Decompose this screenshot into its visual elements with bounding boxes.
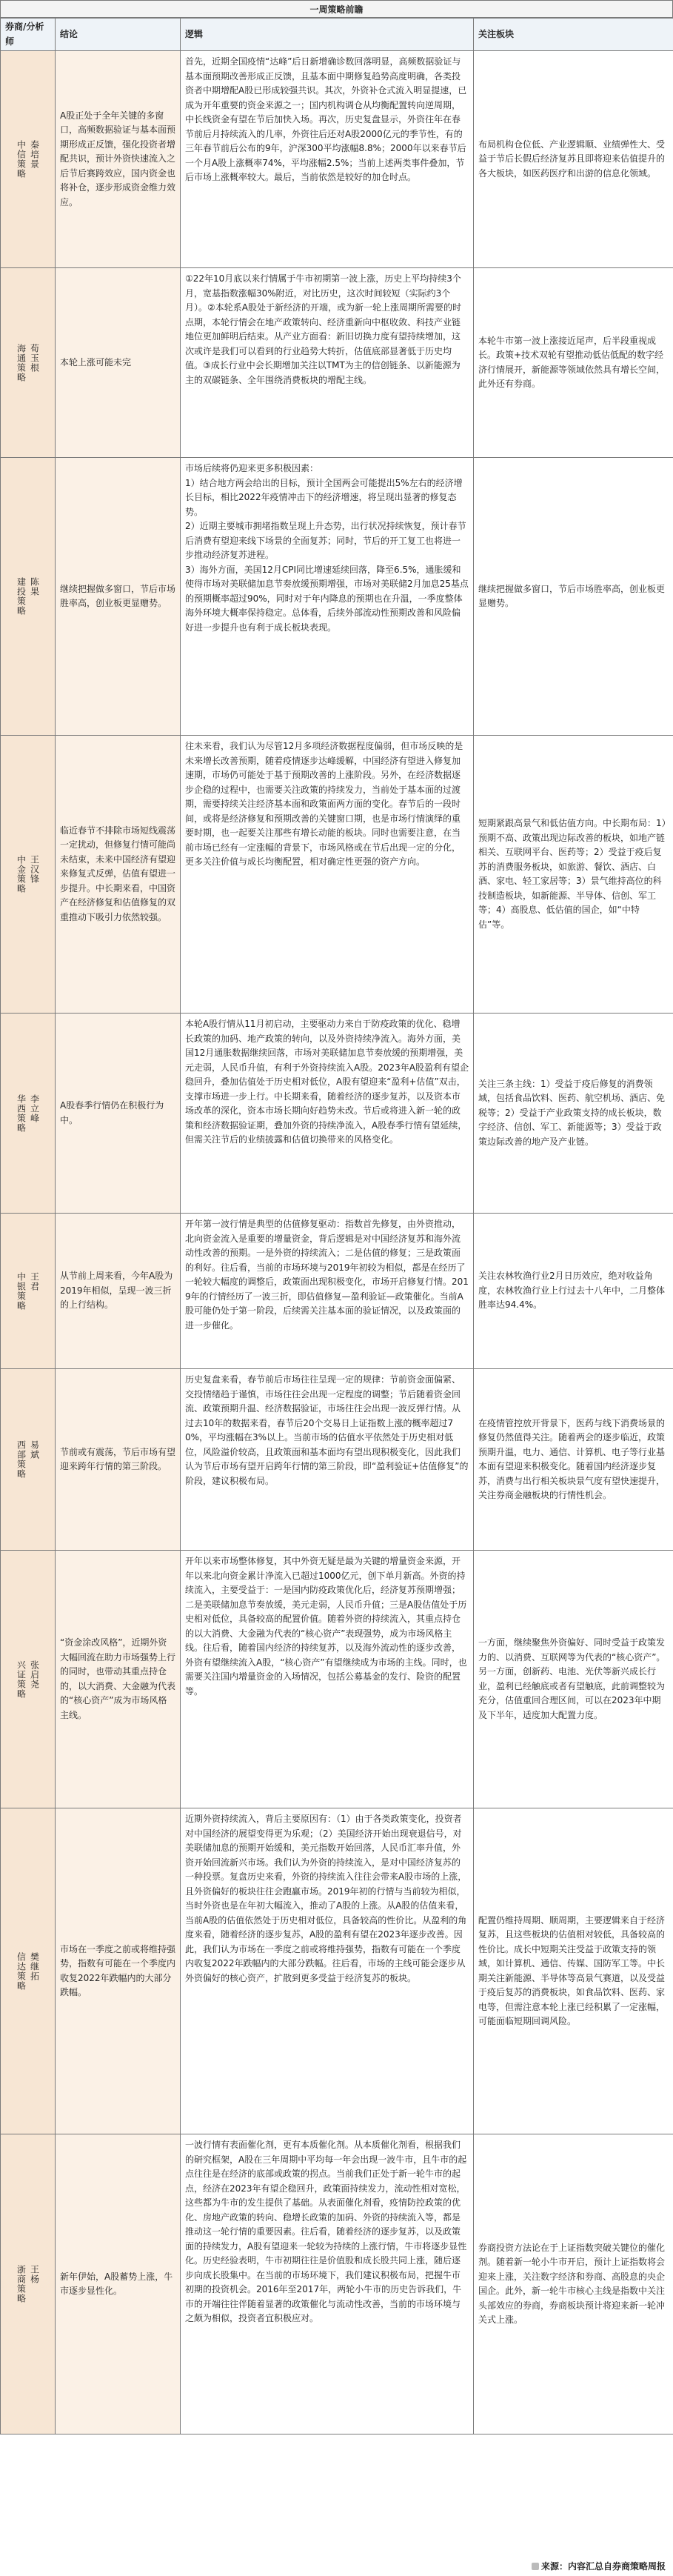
conclusion-cell: “资金涂改风格”，近期外资大幅回流在助力市场强势上行的同时，也带动其重点持仓的，以大消费、大金融为代表的“核心资产”成为市场风格主线。 bbox=[56, 1551, 181, 1808]
analyst-name: 易斌 bbox=[29, 1440, 40, 1460]
logic-cell: 历史复盘来看，春节前后市场往往呈现一定的规律：节前资金面偏紧、交投情绪趋于谨慎，市场往往会出现一定程度的调整；节后随着资金回流、政策预期升温、经济数据验证，市场往往会出现一波反弹行情。从过去10年的数据来看，春节后20个交易日上证指数上涨的概率超过70%，平均涨幅在3%以上。当前市场的估值水平依然处于历史相对低位，风险溢价较高，且政策面和基本面均有望出现积极变化，因此我们认为节后市场有望开启跨年行情的第三阶段，即“盈利验证+估值修复”的阶段，建议积极布局。 bbox=[181, 1369, 474, 1551]
analyst-name: 樊继拓 bbox=[29, 1951, 40, 1981]
focus-cell: 一方面，继续聚焦外资偏好、同时受益于政策发力的、以消费、互联网等为代表的“核心资产”。另一方面，创新药、电池、光伏等新兴成长行业，盈利已经触底或者有望触底，此前调整较为充分，估值重回合理区间，可以在2023年中期及下半年，适度加大配置力度。 bbox=[474, 1551, 673, 1808]
logic-cell: 往未来看，我们认为尽管12月多项经济数据程度偏弱，但市场反映的是未来增长改善预期，随着疫情逐步达峰缓解，中国经济有望进入修复加速期，市场仍可能处于基于预期改善的上涨阶段。另外，在经济数据逐步企稳的过程中，也需要关注政策的持续发力，当前处于基本面的过渡期，需要持续关注经济基本面和政策面两方面的变化。春节后的一段时间，或将是经济修复和预期改善的关键窗口期，也是市场行情演绎的重要时期，也一起要关注那些有增长动能的板块。同时也需要注意，在当前市场已经有一定涨幅的背景下，市场风格或在节后出现一定的分化，更多关注价值与成长均衡配置，相对确定性更强的资产方向。 bbox=[181, 736, 474, 1014]
analyst-name: 王杨 bbox=[29, 2265, 40, 2284]
analyst-name: 陈果 bbox=[29, 577, 40, 596]
broker-name: 中信策略 bbox=[16, 140, 27, 179]
logic-cell: 开年以来市场整体修复，其中外资无疑是最为关键的增量资金来源，开年以来北向资金累计净流入已超过1000亿元，创下单月新高。外资的持续流入，主要受益于：一是国内防疫政策优化后，经济复苏预期增强；二是美联储加息节奏放缓，美元走弱，人民币升值；三是A股估值处于历史相对低位，具备较高的配置价值。随着外资的持续流入，其重点持仓的以大消费、大金融为代表的“核心资产”表现强势，成为市场风格主线。往后看，随着国内经济的持续复苏，以及海外流动性的逐步改善，外资有望继续流入A股，“核心资产”有望继续成为市场的主线。同时，也需要关注国内增量资金的入场情况，包括公募基金的发行、险资的配置等。 bbox=[181, 1551, 474, 1808]
broker-name: 浙商策略 bbox=[16, 2265, 27, 2303]
logic-cell: ①22年10月底以来行情属于牛市初期第一波上涨，历史上平均持续3个月，宽基指数涨幅30%附近，对比历史，这次时间较短（实际约3个月）。②本轮系A股处于新经济的开端，或为新一轮上涨周期所需要的时点期，本轮行情会在地产政策转向、经济重新向中枢收敛、科技产业链地位更加鲜明后结束。从产业方面看：新旧切换力度有望持续增加，这次或许是我们可以看到的行业趋势大转折，估值底部显著低于历史均值。③成长行业中会长期增加关注以TMT为主的信创链条、以新能源为主的双碳链条、全年围绕消费板块的增配主线。 bbox=[181, 268, 474, 458]
analyst-name: 王汉锋 bbox=[29, 855, 40, 884]
table-row bbox=[1, 1214, 673, 1369]
focus-cell: 本轮牛市第一波上涨接近尾声，后半段重视成长。政策+技术双轮有望推动低估低配的数字经济行情展开，新能源等领域依然具有增长空间，此外还有券商。 bbox=[474, 268, 673, 458]
header-logic: 逻辑 bbox=[181, 19, 474, 51]
broker-name: 西部策略 bbox=[16, 1440, 27, 1479]
analyst-name: 王君 bbox=[29, 1271, 40, 1291]
table-row bbox=[1, 1808, 673, 2134]
header-row bbox=[1, 19, 673, 51]
conclusion-cell: 从节前上周来看，今年A股为2019年相似，呈现一波三折的上行结构。 bbox=[56, 1214, 181, 1369]
broker-name: 信达策略 bbox=[16, 1951, 27, 1991]
strategy-table bbox=[0, 18, 673, 2434]
logic-cell: 市场后续将仍迎来更多积极因素： 1）结合地方两会给出的目标，预计全国两会可能提出5%左右的经济增长目标，相比2022年疫情冲击下的经济增速，将呈现出显著的修复态势。 2）近期主要城市拥堵指数呈现上升态势，出行状况持续恢复，预计春节后消费有望迎来线下场景的全面复苏；同时，节后的开工复工也将进一步推动经济复苏进程。 3）海外方面，美国12月CPI同比增速延续回落，降至6.5%，通胀缓和使得市场对美联储加息节奏放缓预期增强，市场对美联储2月加息25基点的预期概率超过90%，同时对于年内降息的预期也在升温，一季度整体海外环境大概率保持稳定。总体看，后续外部流动性预期改善和风险偏好进一步提升也有利于成长板块表现。 bbox=[181, 458, 474, 736]
focus-cell: 在疫情管控放开背景下，医药与线下消费场景的修复仍然值得关注。随着两会的逐步临近，政策预期升温，电力、通信、计算机、电子等行业基本面有望迎来积极变化。随着国内经济逐步复苏，消费与出行相关板块景气度有望快速提升，关注券商金融板块的行情性机会。 bbox=[474, 1369, 673, 1551]
header-org: 券商/分析师 bbox=[1, 19, 56, 51]
logic-cell: 本轮A股行情从11月初启动，主要驱动力来自于防疫政策的优化、稳增长政策的加码、地产政策的转向，以及外资持续净流入。海外方面，美国12月通胀数据继续回落，市场对美联储加息节奏放缓的预期增强，美元走弱，人民币升值，有利于外资持续流入A股。2023年A股盈利有望企稳回升，叠加估值处于历史相对低位，A股有望迎来“盈利+估值”双击，支撑市场进一步上行。中长期来看，随着经济的逐步复苏，以及资本市场改革的深化，资本市场长期向好趋势未改。节后或将进入新一轮的政策和经济数据验证期，叠加外资的持续净流入，A股春季行情有望延续，但需关注节后的业绩披露和估值切换带来的风格变化。 bbox=[181, 1014, 474, 1214]
broker-name: 中银策略 bbox=[16, 1271, 27, 1311]
focus-cell: 短期紧跟高景气和低估值方向。中长期布局：1）预期不高、政策出现边际改善的板块，如地产链相关、互联网平台、医药等；2）受益于疫后复苏的消费服务板块，如旅游、餐饮、酒店、白酒、家电、轻工家居等；3）景气维持高位的科技制造板块，如新能源、半导体、信创、军工等；4）高股息、低估值的国企，如“中特估”等。 bbox=[474, 736, 673, 1014]
broker-name: 建投策略 bbox=[16, 577, 27, 616]
conclusion-cell: 节前或有震荡，节后市场有望迎来跨年行情的第三阶段。 bbox=[56, 1369, 181, 1551]
conclusion-cell: A股正处于全年关键的多窗口，高频数据验证与基本面预期形成正反馈，强化投资者增配共识，预计外资快速流入之后节后赛跨效应，国内资金也将补仓，逐步形成资金维力效应。 bbox=[56, 51, 181, 268]
conclusion-cell: 市场在一季度之前或将维持强势，指数有可能在一个季度内收复2022年跌幅内的大部分跌幅。 bbox=[56, 1808, 181, 2134]
conclusion-cell: 临近春节不排除市场短线震荡一定扰动，但修复行情可能尚未结束，未来中国经济有望迎来修复式反弹，估值有望进一步提升。中长期来看，中国资产在经济修复和估值修复的双重推动下吸引力依然较强。 bbox=[56, 736, 181, 1014]
conclusion-cell: 继续把握做多窗口，节后市场胜率高，创业板更显赠势。 bbox=[56, 458, 181, 736]
table-row bbox=[1, 2134, 673, 2434]
broker-name: 海通策略 bbox=[16, 343, 27, 382]
source-note bbox=[532, 2560, 666, 2572]
source-text: 来源：内容汇总自券商策略周报 bbox=[540, 2561, 666, 2572]
logic-cell: 近期外资持续流入，背后主要原因有：（1）由于各类政策变化，投资者对中国经济的展望变得更为乐观；（2）美国经济开始出现衰退信号，对美联储加息的预期开始缓和，美元指数开始回落，人民币汇率升值，外资开始回流新兴市场。我们认为外资的持续流入，是对中国经济复苏的一种投票。复盘历史来看，外资的持续流入往往会带来A股市场的上涨，且外资偏好的板块往往会跑赢市场。2019年初的行情与当前较为相似，当时外资也是在年初大幅流入，推动了A股的上涨。从A股的估值来看，当前A股的估值依然处于历史相对低位，具备较高的性价比。从盈利的角度来看，随着经济的逐步复苏，A股的盈利有望在2023年逐步改善。因此，我们认为市场在一季度之前或将维持强势，指数有可能在一个季度内收复2022年跌幅内的大部分跌幅。往后看，市场的主线可能会逐步从外资偏好的核心资产，扩散到更多受益于经济复苏的板块。 bbox=[181, 1808, 474, 2134]
source-icon bbox=[532, 2563, 539, 2570]
focus-cell: 继续把握做多窗口，节后市场胜率高，创业板更显赠势。 bbox=[474, 458, 673, 736]
table-row bbox=[1, 1369, 673, 1551]
table-row bbox=[1, 51, 673, 268]
header-conclusion: 结论 bbox=[56, 19, 181, 51]
table-row bbox=[1, 1551, 673, 1808]
conclusion-cell: A股春季行情仍在积极行为中。 bbox=[56, 1014, 181, 1214]
table-row bbox=[1, 736, 673, 1014]
analyst-name: 荀玉根 bbox=[29, 343, 40, 373]
table-row bbox=[1, 458, 673, 736]
analyst-name: 秦培景 bbox=[29, 140, 40, 169]
header-focus: 关注板块 bbox=[474, 19, 673, 51]
conclusion-cell: 本轮上涨可能未完 bbox=[56, 268, 181, 458]
logic-cell: 开年第一波行情是典型的估值修复驱动：指数首先修复，由外资推动，北向资金流入是重要的增量资金，背后逻辑是对中国经济复苏和海外流动性改善的预期。一是外资的持续流入；二是估值的修复；三是政策面的利好。往后看，当前的市场环境与2019年初较为相似，都是在经历了一轮较大幅度的调整后，政策面出现积极变化，市场开启修复行情。2019年的行情经历了一波三折，即估值修复—盈利验证—政策催化。当前A股可能仍处于第一阶段，后续需关注基本面的验证情况，以及政策面的进一步催化。 bbox=[181, 1214, 474, 1369]
focus-cell: 券商投资方法论在于上证指数突破关键位的催化剂。随着新一轮小牛市开启，预计上证指数将会迎来上涨，关注数字经济和券商、高股息的央企国企。此外，新一轮牛市核心主线是指数中关注头部效应的券商，券商板块预计将迎来新一轮冲关式上涨。 bbox=[474, 2134, 673, 2434]
broker-name: 中金策略 bbox=[16, 855, 27, 893]
focus-cell: 布局机构仓位低、产业逻辑顺、业绩弹性大、受益于节后长假后经济复苏且即将迎来估值提升的各大板块，如医药医疗和出游的信息化领域。 bbox=[474, 51, 673, 268]
broker-name: 华西策略 bbox=[16, 1094, 27, 1133]
logic-cell: 一波行情有表面催化剂，更有本质催化剂。从本质催化剂看，根据我们的研究框架，A股在三年周期中平均每一年会出现一波牛市，且牛市的起点往往是在经济的底部或政策的拐点。当前我们正处于新一轮牛市的起点，经济在2023年有望企稳回升，政策面持续发力，流动性相对宽松，这些都为牛市的发生提供了基础。从表面催化剂看，疫情防控政策的优化、房地产政策的转向、稳增长政策的加码、外资的持续流入等，都是推动这一轮行情的重要因素。往后看，随着经济的逐步复苏，以及政策面的持续发力，A股有望迎来一轮较为持续的上涨行情，牛市将逐步显性化。历史经验表明，牛市初期往往是价值股和成长股共同上涨，随后逐步向成长股集中。在当前的市场环境下，我们建议积极布局，把握牛市初期的投资机会。2016年至2017年，两轮小牛市的历史告诉我们，牛市的开端往往伴随着显著的政策催化与流动性改善，当前的市场环境与之颇为相似，投资者宜积极应对。 bbox=[181, 2134, 474, 2434]
focus-cell: 关注农林牧渔行业2月日历效应，绝对收益角度，农林牧渔行业上行过去十八年中，二月整体胜率达94.4%。 bbox=[474, 1214, 673, 1369]
broker-name: 兴证策略 bbox=[16, 1660, 27, 1699]
conclusion-cell: 新年伊始，A股蓄势上涨，牛市逐步显性化。 bbox=[56, 2134, 181, 2434]
focus-cell: 配置仍维持周期、顺周期，主要逻辑来自于经济复苏，且这些板块的估值相对较低，具备较高的性价比。成长中短期关注受益于政策支持的领域，如计算机、通信、传媒、国防军工等。中长期关注新能源、半导体等高景气赛道，以及受益于疫后复苏的消费板块，如食品饮料、医药、家电等，但需注意本轮上涨已经积累了一定涨幅，可能面临短期回调风险。 bbox=[474, 1808, 673, 2134]
sheet-title: 一周策略前瞻 bbox=[0, 0, 673, 18]
analyst-name: 张启尧 bbox=[29, 1660, 40, 1689]
analyst-name: 李立峰 bbox=[29, 1094, 40, 1123]
logic-cell: 首先，近期全国疫情“达峰”后日新增确诊数回落明显，高频数据验证与基本面预期改善形成正反馈，且基本面中期修复趋势高度明确，各类投资者中期增配A股已形成较强共识。其次，外资补仓式流入明显提速，已成为开年重要的资金来源之一；国内机构调仓从均衡配置转向逆周期，中长线资金有望在节后加快入场。再次，历史复盘显示，外资往年在春节前后月持续流入的几率，外资往后还对A股2000亿元的季节性，有的三年春节前后公布的9年，沪深300平均涨幅8.8%；2000年以来春节后一个月A股上涨概率74%，平均涨幅2.5%；当前上述两类事件叠加，节后市场上涨概率较大。最后，当前依然是较好的加仓时点。 bbox=[181, 51, 474, 268]
table-row bbox=[1, 268, 673, 458]
table-row bbox=[1, 1014, 673, 1214]
focus-cell: 关注三条主线：1）受益于疫后修复的消费领域，包括食品饮料、医药、航空机场、酒店、免税等；2）受益于产业政策支持的成长板块，数字经济、信创、军工、新能源等；3）受益于政策边际改善的地产及产业链。 bbox=[474, 1014, 673, 1214]
